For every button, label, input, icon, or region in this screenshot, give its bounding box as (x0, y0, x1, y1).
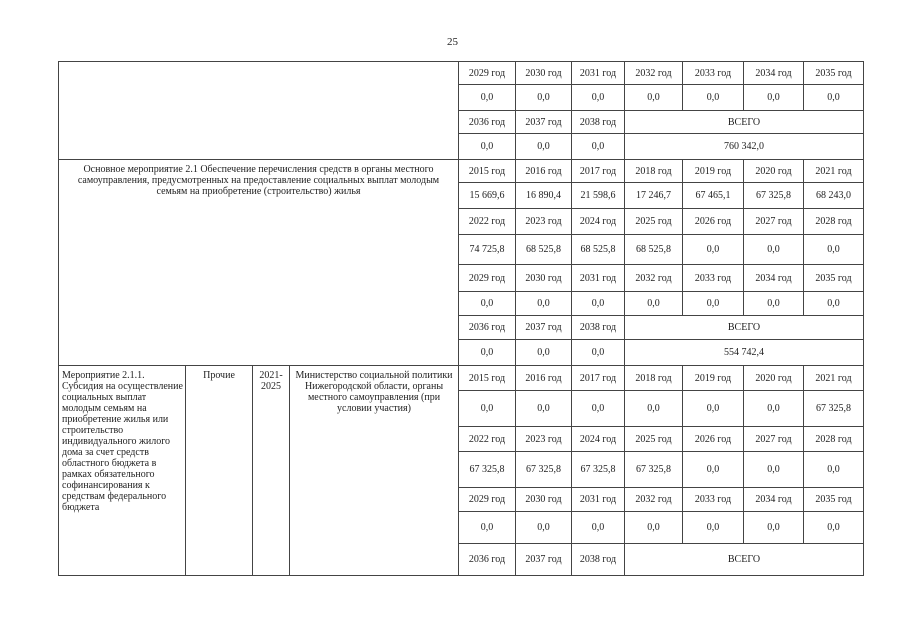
year-header-cell: 2036 год (459, 111, 516, 134)
year-header-cell: 2028 год (804, 209, 864, 235)
year-header-cell: 2018 год (625, 160, 683, 183)
year-header-cell: 2032 год (625, 62, 683, 85)
year-header-cell: 2019 год (683, 160, 744, 183)
year-header-cell: 2035 год (804, 265, 864, 292)
amount-cell: 0,0 (683, 235, 744, 265)
amount-cell: 67 325,8 (516, 452, 572, 488)
total-label-cell: ВСЕГО (625, 544, 864, 576)
year-header-cell: 2016 год (516, 160, 572, 183)
year-header-cell: 2025 год (625, 427, 683, 452)
amount-cell: 0,0 (744, 512, 804, 544)
amount-cell: 0,0 (459, 85, 516, 111)
year-header-cell: 2037 год (516, 111, 572, 134)
year-header-cell: 2031 год (572, 488, 625, 512)
year-header-cell: 2020 год (744, 366, 804, 391)
amount-cell: 0,0 (516, 340, 572, 366)
amount-cell: 0,0 (572, 391, 625, 427)
measure-title-cell: Мероприятие 2.1.1. Субсидия на осуществление социальных выплат молодым семьям на приобретение жилья или строительство индивидуального жилого дома за счет средств областного бюджета в рамках обязательного софинансирования к средствам федерального бюджета (59, 366, 186, 576)
amount-cell: 68 525,8 (625, 235, 683, 265)
amount-cell: 67 325,8 (459, 452, 516, 488)
year-header-cell: 2034 год (744, 488, 804, 512)
year-header-cell: 2022 год (459, 209, 516, 235)
amount-cell: 0,0 (804, 452, 864, 488)
year-header-cell: 2034 год (744, 62, 804, 85)
year-header-cell: 2030 год (516, 488, 572, 512)
section-2-row (59, 160, 864, 183)
amount-cell: 0,0 (572, 340, 625, 366)
program-funding-table (58, 61, 864, 576)
year-header-cell: 2035 год (804, 62, 864, 85)
page-number: 25 (447, 36, 458, 48)
amount-cell: 0,0 (459, 134, 516, 160)
year-header-cell: 2031 год (572, 265, 625, 292)
amount-cell: 0,0 (625, 512, 683, 544)
year-header-cell: 2038 год (572, 316, 625, 340)
year-header-cell: 2031 год (572, 62, 625, 85)
year-header-cell: 2037 год (516, 316, 572, 340)
year-header-cell: 2036 год (459, 316, 516, 340)
amount-cell: 17 246,7 (625, 183, 683, 209)
year-header-cell: 2027 год (744, 209, 804, 235)
amount-cell: 0,0 (744, 292, 804, 316)
amount-cell: 0,0 (683, 512, 744, 544)
total-value-cell: 554 742,4 (625, 340, 864, 366)
year-header-cell: 2015 год (459, 160, 516, 183)
amount-cell: 21 598,6 (572, 183, 625, 209)
amount-cell: 0,0 (625, 391, 683, 427)
amount-cell: 68 525,8 (572, 235, 625, 265)
amount-cell: 0,0 (516, 134, 572, 160)
amount-cell: 0,0 (572, 85, 625, 111)
amount-cell: 0,0 (459, 512, 516, 544)
continued-measure-cell (59, 62, 459, 160)
year-header-cell: 2024 год (572, 209, 625, 235)
year-header-cell: 2015 год (459, 366, 516, 391)
year-header-cell: 2029 год (459, 62, 516, 85)
year-header-cell: 2023 год (516, 209, 572, 235)
amount-cell: 0,0 (744, 235, 804, 265)
year-header-cell: 2038 год (572, 544, 625, 576)
amount-cell: 0,0 (683, 292, 744, 316)
year-header-cell: 2038 год (572, 111, 625, 134)
year-header-cell: 2034 год (744, 265, 804, 292)
total-value-cell: 760 342,0 (625, 134, 864, 160)
amount-cell: 0,0 (804, 512, 864, 544)
year-header-cell: 2026 год (683, 427, 744, 452)
amount-cell: 67 465,1 (683, 183, 744, 209)
amount-cell: 74 725,8 (459, 235, 516, 265)
year-header-cell: 2028 год (804, 427, 864, 452)
year-header-cell: 2033 год (683, 62, 744, 85)
executor-cell: Министерство социальной политики Нижегородской области, органы местного самоуправления (при условии участия) (290, 366, 459, 576)
amount-cell: 0,0 (572, 134, 625, 160)
amount-cell: 67 325,8 (804, 391, 864, 427)
amount-cell: 0,0 (459, 292, 516, 316)
year-header-cell: 2027 год (744, 427, 804, 452)
amount-cell: 0,0 (683, 85, 744, 111)
year-header-cell: 2029 год (459, 488, 516, 512)
main-measure-cell (59, 160, 459, 366)
amount-cell: 0,0 (516, 292, 572, 316)
section-3-row (59, 366, 864, 391)
year-header-cell: 2025 год (625, 209, 683, 235)
category-cell: Прочие (186, 366, 253, 576)
year-header-cell: 2023 год (516, 427, 572, 452)
amount-cell: 67 325,8 (744, 183, 804, 209)
amount-cell: 0,0 (459, 340, 516, 366)
amount-cell: 0,0 (625, 85, 683, 111)
year-header-cell: 2032 год (625, 265, 683, 292)
amount-cell: 68 525,8 (516, 235, 572, 265)
amount-cell: 0,0 (459, 391, 516, 427)
amount-cell: 0,0 (572, 512, 625, 544)
section-1-row (59, 62, 864, 85)
amount-cell: 0,0 (516, 512, 572, 544)
year-header-cell: 2017 год (572, 366, 625, 391)
year-header-cell: 2022 год (459, 427, 516, 452)
year-header-cell: 2035 год (804, 488, 864, 512)
year-header-cell: 2021 год (804, 160, 864, 183)
amount-cell: 16 890,4 (516, 183, 572, 209)
year-header-cell: 2016 год (516, 366, 572, 391)
amount-cell: 0,0 (804, 292, 864, 316)
year-header-cell: 2024 год (572, 427, 625, 452)
year-header-cell: 2032 год (625, 488, 683, 512)
main-measure-title: Основное мероприятие 2.1 Обеспечение перечисления средств в органы местного самоуправления, предусмотренных на предоставление социальных выплат молодым семьям на приобретение (строительство) жилья (77, 164, 440, 197)
year-header-cell: 2019 год (683, 366, 744, 391)
amount-cell: 0,0 (625, 292, 683, 316)
amount-cell: 0,0 (516, 391, 572, 427)
year-header-cell: 2021 год (804, 366, 864, 391)
amount-cell: 0,0 (744, 85, 804, 111)
year-header-cell: 2030 год (516, 62, 572, 85)
year-header-cell: 2037 год (516, 544, 572, 576)
total-label-cell: ВСЕГО (625, 316, 864, 340)
year-header-cell: 2026 год (683, 209, 744, 235)
amount-cell: 0,0 (683, 391, 744, 427)
amount-cell: 0,0 (804, 85, 864, 111)
amount-cell: 68 243,0 (804, 183, 864, 209)
year-header-cell: 2030 год (516, 265, 572, 292)
amount-cell: 67 325,8 (572, 452, 625, 488)
year-header-cell: 2033 год (683, 488, 744, 512)
year-header-cell: 2020 год (744, 160, 804, 183)
year-header-cell: 2029 год (459, 265, 516, 292)
total-label-cell: ВСЕГО (625, 111, 864, 134)
amount-cell: 0,0 (516, 85, 572, 111)
year-header-cell: 2017 год (572, 160, 625, 183)
amount-cell: 67 325,8 (625, 452, 683, 488)
amount-cell: 0,0 (804, 235, 864, 265)
amount-cell: 15 669,6 (459, 183, 516, 209)
amount-cell: 0,0 (744, 452, 804, 488)
year-header-cell: 2018 год (625, 366, 683, 391)
amount-cell: 0,0 (683, 452, 744, 488)
amount-cell: 0,0 (572, 292, 625, 316)
period-cell: 2021-2025 (253, 366, 290, 576)
year-header-cell: 2036 год (459, 544, 516, 576)
year-header-cell: 2033 год (683, 265, 744, 292)
amount-cell: 0,0 (744, 391, 804, 427)
